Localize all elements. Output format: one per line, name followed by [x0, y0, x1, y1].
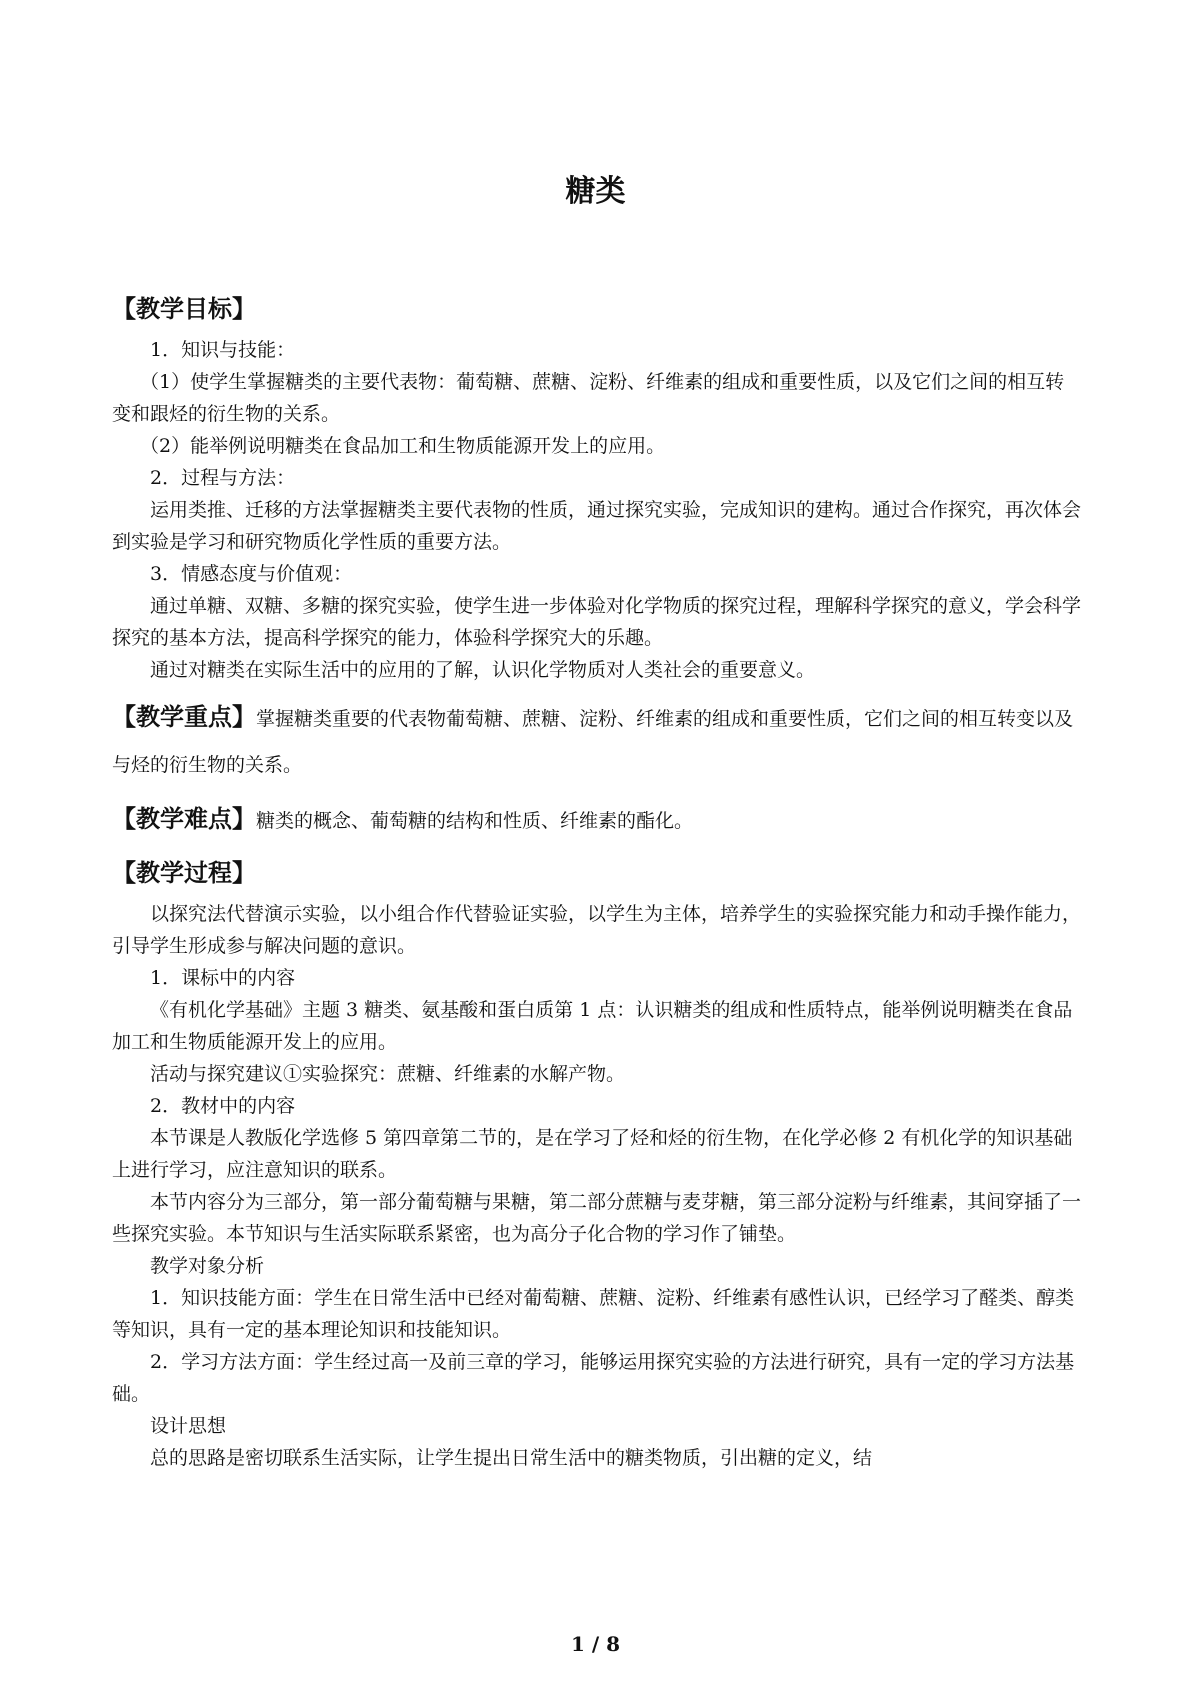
- process-item: 2．教材中的内容: [150, 1095, 296, 1117]
- process-item: 本节课是人教版化学选修 5 第四章第二节的，是在学习了烃和烃的衍生物，在化学必修 2 有机化学的知识基础上进行学习，应注意知识的联系。: [112, 1127, 1073, 1181]
- objectives-item: 运用类推、迁移的方法掌握糖类主要代表物的性质，通过探究实验，完成知识的建构。通过合作探究，再次体会到实验是学习和研究物质化学性质的重要方法。: [112, 499, 1082, 553]
- process-item: 活动与探究建议①实验探究：蔗糖、纤维素的水解产物。: [150, 1063, 626, 1085]
- page-title: 糖类: [565, 174, 626, 209]
- difficulties-heading: 【教学难点】: [112, 805, 256, 833]
- page-number: 1 / 8: [570, 1632, 621, 1656]
- key-points-heading: 【教学重点】: [112, 703, 256, 731]
- process-item: 2．学习方法方面：学生经过高一及前三章的学习，能够运用探究实验的方法进行研究，具有一定的学习方法基础。: [112, 1351, 1075, 1405]
- difficulties: [112, 796, 1082, 844]
- process-item: 教学对象分析: [150, 1255, 265, 1277]
- objectives-item: 1．知识与技能：: [150, 339, 296, 361]
- difficulties-text: 糖类的概念、葡萄糖的结构和性质、纤维素的酯化。: [256, 810, 694, 832]
- objectives-item: 通过对糖类在实际生活中的应用的了解，认识化学物质对人类社会的重要意义。: [150, 659, 816, 681]
- objectives-item: （2）能举例说明糖类在食品加工和生物质能源开发上的应用。: [140, 435, 666, 457]
- objectives-item: 3．情感态度与价值观：: [150, 563, 353, 585]
- key-points-text: 掌握糖类重要的代表物葡萄糖、蔗糖、淀粉、纤维素的组成和重要性质，它们之间的相互转变以及与烃的衍生物的关系。: [112, 708, 1074, 776]
- objectives-item: （1）使学生掌握糖类的主要代表物：葡萄糖、蔗糖、淀粉、纤维素的组成和重要性质，以及它们之间的相互转变和跟烃的衍生物的关系。: [112, 371, 1065, 425]
- process-item: 1．知识技能方面：学生在日常生活中已经对葡萄糖、蔗糖、淀粉、纤维素有感性认识，已经学习了醛类、醇类等知识，具有一定的基本理论知识和技能知识。: [112, 1287, 1075, 1341]
- objectives-item: 2．过程与方法：: [150, 467, 296, 489]
- process-item: 1．课标中的内容: [150, 967, 296, 989]
- process-item: 设计思想: [150, 1415, 227, 1437]
- objectives-item: 通过单糖、双糖、多糖的探究实验，使学生进一步体验对化学物质的探究过程，理解科学探究的意义，学会科学探究的基本方法，提高科学探究的能力，体验科学探究大的乐趣。: [112, 595, 1082, 649]
- document-body: [112, 292, 1082, 1474]
- process-heading: 【教学过程】: [112, 859, 256, 887]
- key-points: [112, 694, 1082, 788]
- process-item: 总的思路是密切联系生活实际，让学生提出日常生活中的糖类物质，引出糖的定义，结: [150, 1447, 873, 1469]
- process-item: 以探究法代替演示实验，以小组合作代替验证实验，以学生为主体，培养学生的实验探究能力和动手操作能力，引导学生形成参与解决问题的意识。: [112, 903, 1082, 957]
- objectives-heading: 【教学目标】: [112, 295, 256, 323]
- process-item: 《有机化学基础》主题 3 糖类、氨基酸和蛋白质第 1 点：认识糖类的组成和性质特点，能举例说明糖类在食品加工和生物质能源开发上的应用。: [112, 999, 1073, 1053]
- process-item: 本节内容分为三部分，第一部分葡萄糖与果糖，第二部分蔗糖与麦芽糖，第三部分淀粉与纤维素，其间穿插了一些探究实验。本节知识与生活实际联系紧密，也为高分子化合物的学习作了铺垫。: [112, 1191, 1082, 1245]
